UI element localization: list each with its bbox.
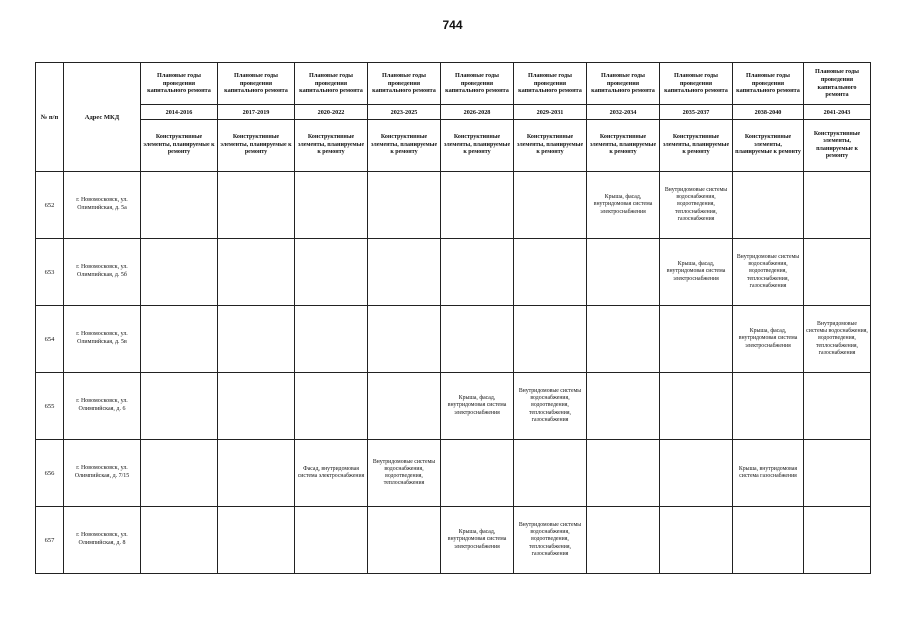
row-address: г. Новомосковск, ул. Олимпийская, д. 7/15 bbox=[64, 440, 141, 507]
table-cell bbox=[141, 239, 218, 306]
row-number: 656 bbox=[36, 440, 64, 507]
table-cell bbox=[295, 373, 368, 440]
table-cell bbox=[218, 440, 295, 507]
header-elements-label: Конструктивные элементы, планируемые к ремонту bbox=[141, 120, 218, 172]
table-cell bbox=[587, 507, 660, 574]
table-cell: Крыша, фасад, внутридомовая система электроснабжения bbox=[660, 239, 733, 306]
table-cell: Внутридомовые системы водоснабжения, водоотведения, теплоснабжения, газоснабжения bbox=[514, 373, 587, 440]
page-number: 744 bbox=[442, 18, 463, 32]
table-cell bbox=[141, 507, 218, 574]
header-period-label: Плановые годы проведения капитального ремонта bbox=[295, 63, 368, 105]
row-number: 652 bbox=[36, 172, 64, 239]
table-cell: Внутридомовые системы водоснабжения, водоотведения, теплоснабжения, газоснабжения bbox=[733, 239, 804, 306]
table-cell bbox=[368, 306, 441, 373]
table-cell bbox=[804, 239, 871, 306]
table-cell bbox=[514, 239, 587, 306]
header-row-elements bbox=[36, 120, 871, 172]
table-cell bbox=[587, 440, 660, 507]
header-elements-label: Конструктивные элементы, планируемые к ремонту bbox=[514, 120, 587, 172]
row-address: г. Новомосковск, ул. Олимпийская, д. 6 bbox=[64, 373, 141, 440]
table-cell bbox=[587, 239, 660, 306]
header-period-label: Плановые годы проведения капитального ремонта bbox=[441, 63, 514, 105]
table-cell bbox=[660, 440, 733, 507]
table-cell: Внутридомовые системы водоснабжения, водоотведения, теплоснабжения, газоснабжения bbox=[804, 306, 871, 373]
table-cell bbox=[660, 306, 733, 373]
header-years: 2035-2037 bbox=[660, 105, 733, 120]
table-cell bbox=[218, 373, 295, 440]
table-cell bbox=[804, 172, 871, 239]
table-cell bbox=[295, 239, 368, 306]
table-cell bbox=[368, 172, 441, 239]
table-cell bbox=[804, 373, 871, 440]
header-years: 2014-2016 bbox=[141, 105, 218, 120]
table-cell bbox=[514, 172, 587, 239]
header-row-years bbox=[36, 105, 871, 120]
table-row bbox=[36, 440, 871, 507]
table-cell bbox=[441, 239, 514, 306]
table-cell bbox=[218, 172, 295, 239]
table-cell bbox=[660, 507, 733, 574]
table-cell bbox=[218, 507, 295, 574]
row-address: г. Новомосковск, ул. Олимпийская, д. 5б bbox=[64, 239, 141, 306]
header-elements-label: Конструктивные элементы, планируемые к ремонту bbox=[295, 120, 368, 172]
header-years: 2026-2028 bbox=[441, 105, 514, 120]
header-years: 2029-2031 bbox=[514, 105, 587, 120]
header-row-periods bbox=[36, 63, 871, 105]
table-cell bbox=[733, 507, 804, 574]
header-elements-label: Конструктивные элементы, планируемые к ремонту bbox=[587, 120, 660, 172]
table-cell bbox=[141, 172, 218, 239]
table-cell bbox=[804, 440, 871, 507]
table-cell bbox=[368, 373, 441, 440]
repair-schedule-table bbox=[35, 62, 871, 574]
table-cell bbox=[295, 172, 368, 239]
table-cell: Крыша, фасад, внутридомовая система электроснабжения bbox=[587, 172, 660, 239]
table-cell bbox=[218, 306, 295, 373]
table-cell bbox=[368, 239, 441, 306]
header-years: 2017-2019 bbox=[218, 105, 295, 120]
row-address: г. Новомосковск, ул. Олимпийская, д. 5в bbox=[64, 306, 141, 373]
header-period-label: Плановые годы проведения капитального ремонта bbox=[660, 63, 733, 105]
row-number: 655 bbox=[36, 373, 64, 440]
header-years: 2020-2022 bbox=[295, 105, 368, 120]
header-period-label: Плановые годы проведения капитального ремонта bbox=[733, 63, 804, 105]
table-cell: Фасад, внутридомовая система электроснабжения bbox=[295, 440, 368, 507]
table-cell bbox=[441, 172, 514, 239]
table-cell bbox=[141, 306, 218, 373]
header-period-label: Плановые годы проведения капитального ремонта bbox=[804, 63, 871, 105]
header-years: 2038-2040 bbox=[733, 105, 804, 120]
table-cell bbox=[218, 239, 295, 306]
table-cell bbox=[733, 172, 804, 239]
header-period-label: Плановые годы проведения капитального ремонта bbox=[368, 63, 441, 105]
row-number: 657 bbox=[36, 507, 64, 574]
table-cell bbox=[441, 306, 514, 373]
header-number: № п/п bbox=[36, 63, 64, 172]
header-elements-label: Конструктивные элементы, планируемые к ремонту bbox=[441, 120, 514, 172]
table-cell bbox=[441, 440, 514, 507]
table-cell bbox=[295, 507, 368, 574]
table-row bbox=[36, 172, 871, 239]
table-cell: Внутридомовые системы водоснабжения, водоотведения, теплоснабжения, газоснабжения bbox=[514, 507, 587, 574]
table-cell bbox=[587, 306, 660, 373]
table-cell: Крыша, фасад, внутридомовая система электроснабжения bbox=[441, 507, 514, 574]
table-row bbox=[36, 239, 871, 306]
table-cell bbox=[514, 306, 587, 373]
table-cell bbox=[295, 306, 368, 373]
header-period-label: Плановые годы проведения капитального ремонта bbox=[514, 63, 587, 105]
header-address: Адрес МКД bbox=[64, 63, 141, 172]
row-address: г. Новомосковск, ул. Олимпийская, д. 8 bbox=[64, 507, 141, 574]
table-row bbox=[36, 507, 871, 574]
header-years: 2041-2043 bbox=[804, 105, 871, 120]
table-cell bbox=[514, 440, 587, 507]
header-period-label: Плановые годы проведения капитального ремонта bbox=[141, 63, 218, 105]
header-period-label: Плановые годы проведения капитального ремонта bbox=[587, 63, 660, 105]
header-years: 2032-2034 bbox=[587, 105, 660, 120]
header-elements-label: Конструктивные элементы, планируемые к ремонту bbox=[368, 120, 441, 172]
header-elements-label: Конструктивные элементы, планируемые к ремонту bbox=[733, 120, 804, 172]
header-period-label: Плановые годы проведения капитального ремонта bbox=[218, 63, 295, 105]
header-years: 2023-2025 bbox=[368, 105, 441, 120]
header-elements-label: Конструктивные элементы, планируемые к ремонту bbox=[218, 120, 295, 172]
table-cell bbox=[141, 373, 218, 440]
header-elements-label: Конструктивные элементы, планируемые к ремонту bbox=[660, 120, 733, 172]
row-number: 654 bbox=[36, 306, 64, 373]
table-cell bbox=[368, 507, 441, 574]
table-cell bbox=[141, 440, 218, 507]
table-cell bbox=[587, 373, 660, 440]
table-cell: Внутридомовые системы водоснабжения, водоотведения, теплоснабжения bbox=[368, 440, 441, 507]
row-address: г. Новомосковск, ул. Олимпийская, д. 5а bbox=[64, 172, 141, 239]
table-cell bbox=[660, 373, 733, 440]
table-cell: Крыша, фасад, внутридомовая система электроснабжения bbox=[441, 373, 514, 440]
header-elements-label: Конструктивные элементы, планируемые к ремонту bbox=[804, 120, 871, 172]
table-cell: Крыша, фасад, внутридомовая система электроснабжения bbox=[733, 306, 804, 373]
table-cell: Внутридомовые системы водоснабжения, водоотведения, теплоснабжения, газоснабжения bbox=[660, 172, 733, 239]
table-cell: Крыша, внутридомовая система газоснабжения bbox=[733, 440, 804, 507]
table-cell bbox=[733, 373, 804, 440]
table-row bbox=[36, 373, 871, 440]
table-row bbox=[36, 306, 871, 373]
table-cell bbox=[804, 507, 871, 574]
row-number: 653 bbox=[36, 239, 64, 306]
